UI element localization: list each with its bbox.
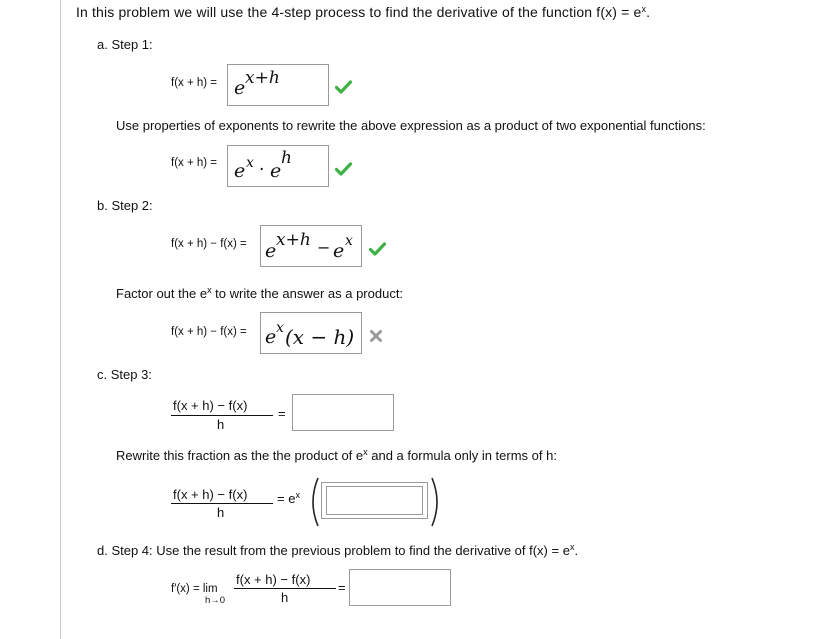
- part-d-denominator: h: [281, 590, 289, 605]
- part-c-answer-1-input[interactable]: [292, 394, 394, 431]
- part-b-title: b. Step 2:: [97, 198, 153, 213]
- part-a-lhs-2: f(x + h) =: [171, 157, 218, 169]
- part-b-lhs-1: f(x + h) − f(x) =: [171, 238, 247, 250]
- part-c-equals: =: [278, 406, 286, 421]
- part-b-1-correct-check-icon: [369, 242, 386, 256]
- part-b-answer-2[interactable]: e x (x − h): [260, 312, 362, 354]
- part-c-numerator-2: f(x + h) − f(x): [173, 487, 248, 502]
- part-d-lhs: f′(x) = lim: [171, 583, 218, 595]
- part-b-answer-1[interactable]: e x+h − e x: [260, 225, 362, 267]
- part-a-1-correct-check-icon: [335, 80, 352, 94]
- part-a-instruction: Use properties of exponents to rewrite the above expression as a product of two exponential functions:: [116, 118, 706, 133]
- part-a-title: a. Step 1:: [97, 37, 153, 52]
- part-c-denominator-2: h: [217, 505, 225, 520]
- part-b-2-incorrect-x-icon: [369, 329, 383, 343]
- left-paren-icon: [306, 476, 320, 531]
- part-d-title: d. Step 4: Use the result from the previous problem to find the derivative of $f(x) = e^x$.: [97, 542, 579, 558]
- part-c-numerator: f(x + h) − f(x): [173, 398, 248, 413]
- part-d-numerator: f(x + h) − f(x): [236, 572, 311, 587]
- part-c-fraction-bar: [171, 415, 273, 416]
- part-b-instruction: Factor out the $e^x$ to write the answer as a product:: [116, 285, 404, 301]
- part-d-limit-subscript: h→0: [205, 595, 226, 606]
- part-c-equals-ex: = $e^x$: [277, 490, 300, 506]
- left-border: [60, 0, 61, 639]
- part-a-answer-1[interactable]: e x+h: [227, 64, 329, 106]
- part-c-fraction-bar-2: [171, 503, 273, 504]
- problem-intro: In this problem we will use the 4-step process to find the derivative of the function $f(x) = e^x$.: [76, 4, 651, 20]
- part-c-answer-2-input[interactable]: [326, 486, 423, 515]
- part-a-2-correct-check-icon: [335, 162, 352, 176]
- part-d-answer-input[interactable]: [349, 569, 451, 606]
- part-d-equals: =: [338, 580, 346, 595]
- part-c-answer-2-container: [321, 482, 428, 519]
- right-paren-icon: [430, 476, 444, 531]
- part-a-lhs-1: f(x + h) =: [171, 77, 218, 89]
- part-c-instruction: Rewrite this fraction as the the product of $e^x$ and a formula only in terms of h:: [116, 447, 557, 463]
- part-b-lhs-2: f(x + h) − f(x) =: [171, 326, 247, 338]
- part-a-answer-2[interactable]: e x · e h: [227, 145, 329, 187]
- part-c-title: c. Step 3:: [97, 367, 152, 382]
- part-d-fraction-bar: [234, 588, 336, 589]
- part-c-denominator: h: [217, 417, 225, 432]
